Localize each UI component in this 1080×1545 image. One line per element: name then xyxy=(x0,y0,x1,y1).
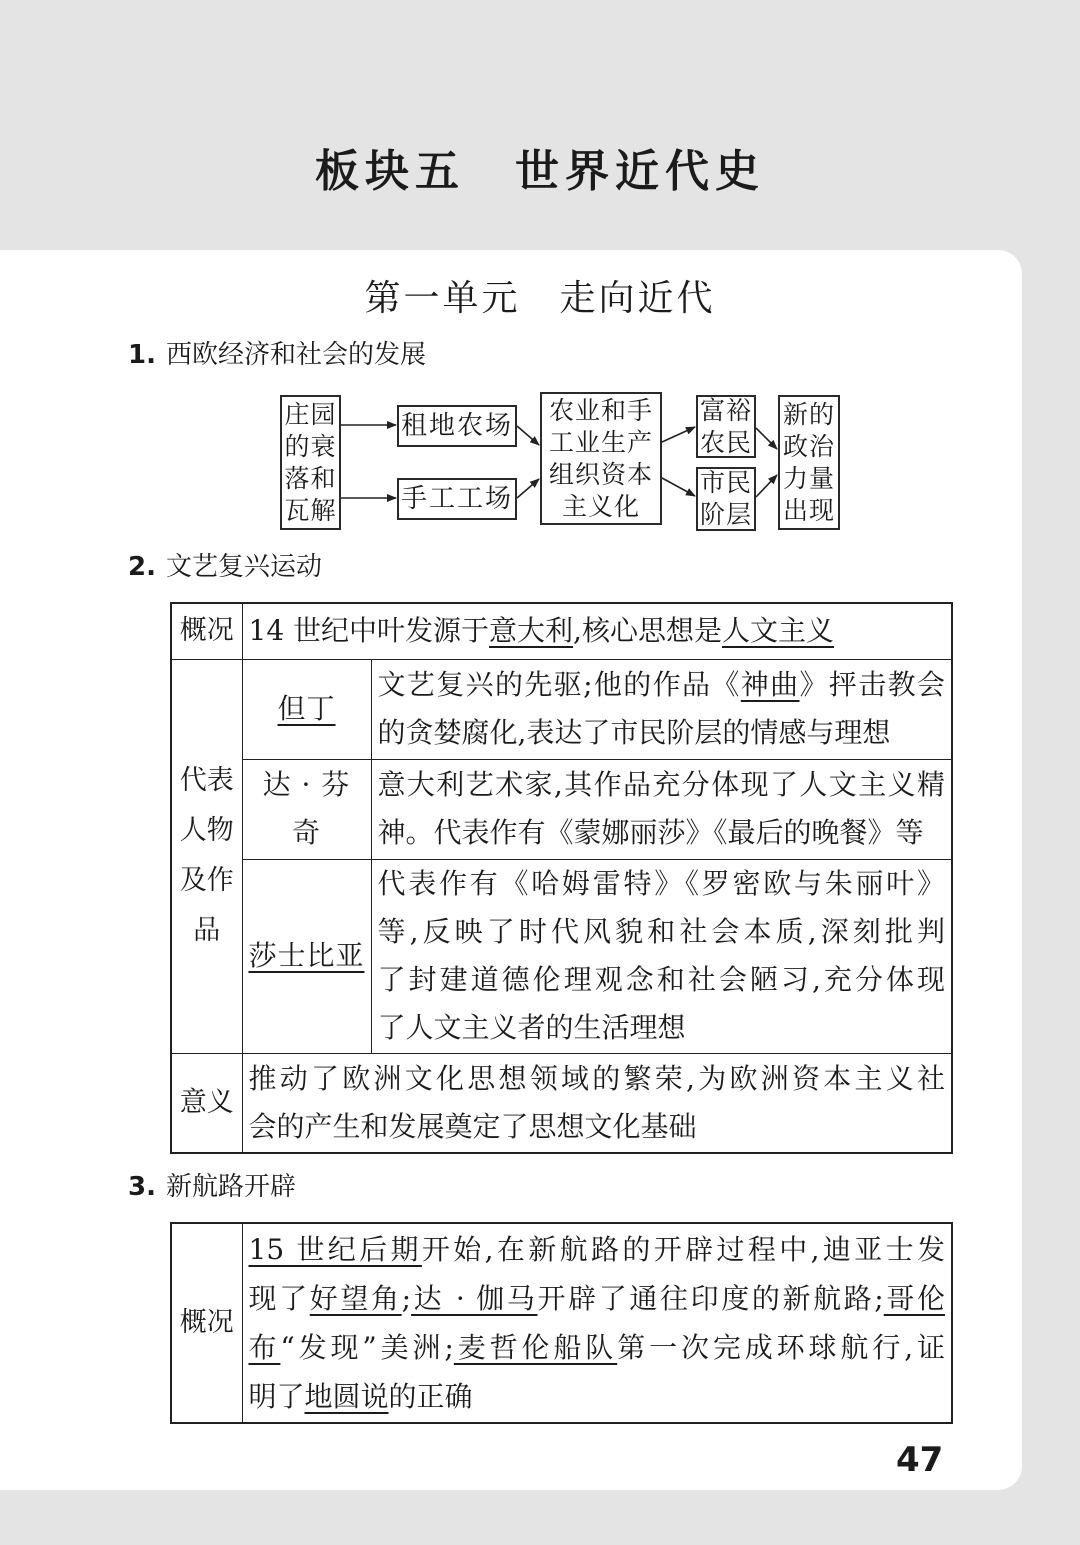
text-run: ,核心思想是 xyxy=(573,614,722,648)
figure-name-dante-line xyxy=(246,685,368,733)
section-title: 新航路开辟 xyxy=(165,1172,296,1202)
figure-name-shakespeare xyxy=(242,859,371,1053)
flow-box-line: 富裕 xyxy=(699,395,752,425)
underlined-key-term: 好望角 xyxy=(309,1282,402,1315)
figure-desc-shakespeare-line xyxy=(378,860,946,908)
table-row xyxy=(171,1053,952,1153)
underlined-key-term: 哥伦 xyxy=(883,1282,945,1315)
figure-name-da-vinci-line xyxy=(246,809,368,857)
figure-desc-da-vinci xyxy=(371,759,952,859)
underlined-key-term: 布 xyxy=(248,1331,281,1364)
underlined-key-term: 神曲 xyxy=(740,668,800,701)
flow-box-line: 出现 xyxy=(782,495,835,525)
underlined-key-term: 但丁 xyxy=(277,692,336,725)
text-run: 奇 xyxy=(291,816,321,849)
overview-text xyxy=(242,603,952,659)
underlined-key-term: 麦哲伦船队 xyxy=(453,1331,618,1364)
overview-text-line xyxy=(249,607,946,655)
figure-desc-da-vinci-line xyxy=(378,761,946,809)
overview-text-line xyxy=(249,1274,946,1323)
underlined-key-term: 人文主义 xyxy=(721,614,834,648)
flow-box-line: 工业生产 xyxy=(548,427,653,457)
table-row xyxy=(171,759,952,859)
figure-desc-dante-line xyxy=(378,709,946,757)
table-row xyxy=(171,603,952,659)
underlined-key-term: 意大利 xyxy=(489,614,574,648)
overview-label: 概况 xyxy=(171,1223,242,1423)
section-number: 3. xyxy=(128,1172,156,1202)
table-row xyxy=(171,859,952,1053)
flow-box-line: 阶层 xyxy=(699,500,752,529)
text-run: “发现”美洲; xyxy=(280,1331,454,1364)
unit-title: 第一单元 走向近代 xyxy=(364,278,716,319)
renaissance-table xyxy=(170,602,953,1154)
underlined-key-term: 莎士比亚 xyxy=(248,939,365,972)
flow-box-line: 新的 xyxy=(782,399,835,429)
figures-label xyxy=(171,659,242,1053)
text-run: 会的产生和发展奠定了思想文化基础 xyxy=(248,1109,697,1143)
text-run: 神。代表作有《蒙娜丽莎》《最后的晚餐》等 xyxy=(377,816,924,849)
significance-text-line xyxy=(249,1103,946,1151)
text-run: 文艺复兴的先驱;他的作品《 xyxy=(377,668,741,701)
figure-desc-da-vinci-line xyxy=(378,809,946,857)
text-run: 开始,在新航路的开辟过程中,迪亚士发 xyxy=(421,1233,945,1266)
figure-desc-shakespeare-line xyxy=(378,1004,946,1052)
section-number: 2. xyxy=(128,552,156,582)
text-run: 明了 xyxy=(248,1380,305,1413)
significance-text xyxy=(242,1053,952,1153)
underlined-key-term: 达 · 伽马 xyxy=(411,1282,538,1315)
table-row xyxy=(171,659,952,759)
flow-box-capitalization xyxy=(540,392,662,525)
overview-text-line xyxy=(249,1372,946,1421)
text-run: 》抨击教会 xyxy=(799,668,945,701)
text-run: 第一次完成环球航行,证 xyxy=(617,1331,945,1364)
section-title: 文艺复兴运动 xyxy=(165,552,322,582)
text-run: 等,反映了时代风貌和社会本质,深刻批判 xyxy=(377,915,945,948)
section-3-heading xyxy=(128,1170,296,1204)
flow-box-origin xyxy=(280,395,341,530)
flow-box-line: 农民 xyxy=(699,427,752,457)
text-run: ; xyxy=(401,1282,412,1315)
underlined-key-term: 地圆说 xyxy=(304,1380,389,1413)
flow-box-tenant-farm: 租地农场 xyxy=(397,405,517,447)
page-number: 47 xyxy=(896,1440,944,1480)
flow-box-line: 农业和手 xyxy=(548,395,653,425)
flow-box-line: 主义化 xyxy=(561,491,640,521)
text-run: 现了 xyxy=(248,1282,310,1315)
flow-box-rich-farmers xyxy=(696,395,756,458)
flow-box-line: 落和 xyxy=(284,463,337,493)
text-run: 开辟了通往印度的新航路; xyxy=(537,1282,884,1315)
overview-text-line xyxy=(249,1225,946,1274)
flow-box-line: 市民 xyxy=(699,468,752,497)
figure-name-shakespeare-line xyxy=(246,932,368,980)
figure-desc-dante xyxy=(371,659,952,759)
label-line: 人物 xyxy=(179,815,234,846)
text-run: 了人文主义者的生活理想 xyxy=(377,1011,686,1044)
flow-box-line: 瓦解 xyxy=(284,495,337,525)
figure-name-dante xyxy=(242,659,371,759)
figure-name-da-vinci-line xyxy=(246,761,368,809)
text-run: 代表作有《哈姆雷特》《罗密欧与朱丽叶》 xyxy=(377,867,945,900)
significance-label: 意义 xyxy=(171,1053,242,1153)
text-run: 意大利艺术家,其作品充分体现了人文主义精 xyxy=(377,768,945,801)
label-line: 代表 xyxy=(179,765,234,796)
figure-desc-shakespeare-line xyxy=(378,908,946,956)
table-row xyxy=(171,1223,952,1423)
figure-desc-shakespeare xyxy=(371,859,952,1053)
text-run: 了封建道德伦理观念和社会陋习,充分体现 xyxy=(377,963,945,996)
text-run: 的贪婪腐化,表达了市民阶层的情感与理想 xyxy=(377,716,891,749)
text-run: 的正确 xyxy=(388,1380,473,1413)
figure-name-da-vinci xyxy=(242,759,371,859)
overview-text xyxy=(242,1223,952,1423)
flow-box-line: 的衰 xyxy=(284,431,337,461)
figure-desc-shakespeare-line xyxy=(378,956,946,1004)
flow-box-citizens xyxy=(696,467,756,531)
flow-box-line: 力量 xyxy=(782,463,835,493)
overview-text-line xyxy=(249,1323,946,1372)
flow-box-new-political-force xyxy=(778,395,840,530)
figure-desc-dante-line xyxy=(378,661,946,709)
flow-box-workshop: 手工工场 xyxy=(397,478,517,520)
section-1-heading xyxy=(128,338,426,372)
overview-label: 概况 xyxy=(171,603,242,659)
text-run: 14 世纪中叶发源于 xyxy=(248,614,490,648)
block-title: 板块五 世界近代史 xyxy=(315,146,765,197)
label-line: 及作 xyxy=(179,865,234,896)
flow-box-line: 庄园 xyxy=(284,399,337,429)
new-sea-route-table xyxy=(170,1222,953,1424)
section-number: 1. xyxy=(128,340,156,370)
flow-box-line: 政治 xyxy=(782,431,835,461)
section-title: 西欧经济和社会的发展 xyxy=(165,340,426,370)
label-line: 品 xyxy=(193,915,221,946)
significance-text-line xyxy=(249,1055,946,1103)
section-2-heading xyxy=(128,550,322,584)
underlined-key-term: 15 世纪后期 xyxy=(248,1233,422,1266)
text-run: 推动了欧洲文化思想领域的繁荣,为欧洲资本主义社 xyxy=(248,1061,945,1095)
text-run: 达 · 芬 xyxy=(262,768,351,801)
flow-box-line: 组织资本 xyxy=(548,459,653,489)
